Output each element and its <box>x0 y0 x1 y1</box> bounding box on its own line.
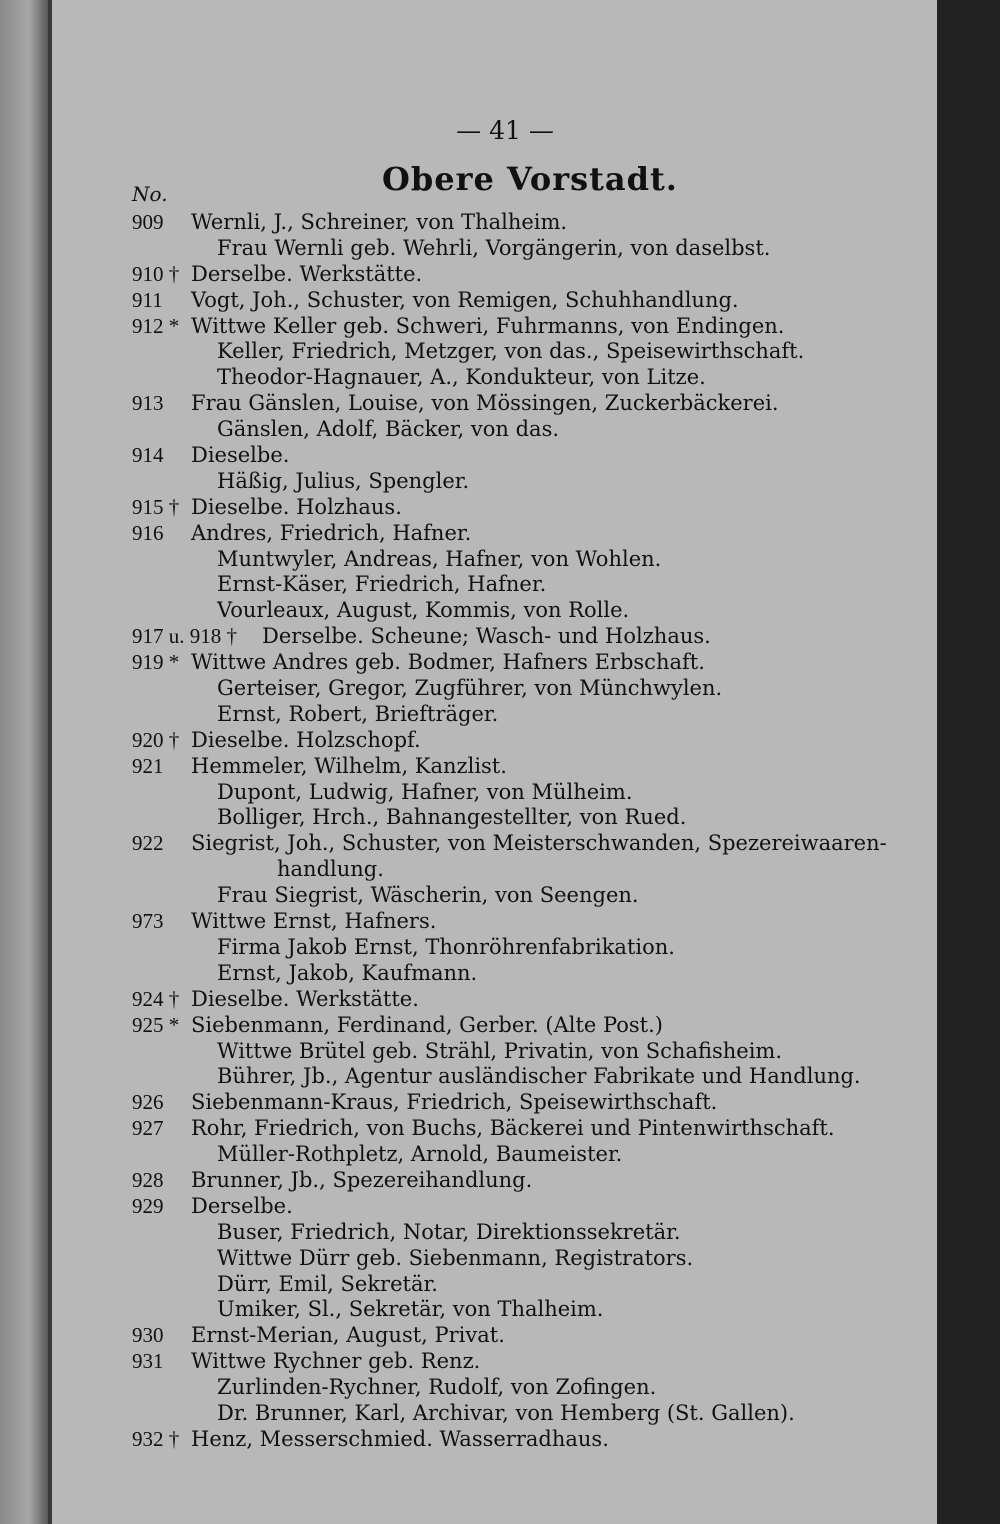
house-number: 913 <box>132 391 164 416</box>
house-number: 928 <box>132 1167 164 1192</box>
resident-text: Keller, Friedrich, Metzger, von das., Speisewirthschaft. <box>217 339 805 364</box>
directory-entry <box>0 443 937 469</box>
house-number: 910 † <box>132 261 180 286</box>
resident-text: Brunner, Jb., Spezereihandlung. <box>191 1167 533 1192</box>
resident-text: Wernli, J., Schreiner, von Thalheim. <box>191 210 568 234</box>
directory-entry <box>0 1427 937 1453</box>
resident-text: Ernst, Robert, Briefträger. <box>217 701 499 726</box>
directory-entry <box>0 961 937 987</box>
directory-entry <box>0 728 937 754</box>
house-number: 925 * <box>132 1012 180 1037</box>
directory-entry <box>0 624 937 650</box>
directory-entry <box>0 1168 937 1194</box>
resident-text: Wittwe Brütel geb. Strähl, Privatin, von Schafisheim. <box>217 1038 783 1063</box>
directory-entry <box>0 236 937 262</box>
house-number: 930 <box>132 1323 164 1348</box>
resident-text: Umiker, Sl., Sekretär, von Thalheim. <box>217 1297 604 1322</box>
resident-text: Wittwe Keller geb. Schweri, Fuhrmanns, von Endingen. <box>191 313 785 338</box>
resident-text: Derselbe. Scheune; Wasch- und Holzhaus. <box>262 624 711 649</box>
directory-entry <box>0 417 937 443</box>
resident-text: Siebenmann-Kraus, Friedrich, Speisewirthschaft. <box>191 1090 718 1115</box>
page-number: — 41 — <box>456 116 554 145</box>
house-number: 922 <box>132 831 164 856</box>
directory-entry <box>0 1323 937 1349</box>
house-number: 921 <box>132 753 164 778</box>
directory-entry <box>0 987 937 1013</box>
directory-entry <box>0 210 937 236</box>
directory-entry <box>0 676 937 702</box>
directory-entry <box>0 339 937 365</box>
resident-text: Henz, Messerschmied. Wasserradhaus. <box>191 1426 609 1451</box>
resident-text: Dieselbe. Werkstätte. <box>191 986 419 1011</box>
directory-entry <box>0 1194 937 1220</box>
directory-entry <box>0 1039 937 1065</box>
directory-entry <box>0 262 937 288</box>
resident-text: Wittwe Rychner geb. Renz. <box>191 1349 481 1374</box>
directory-entry <box>0 1272 937 1298</box>
resident-text: Dupont, Ludwig, Hafner, von Mülheim. <box>217 779 633 804</box>
house-number: 973 <box>132 909 164 934</box>
directory-entry <box>0 780 937 806</box>
directory-entry <box>0 1297 937 1323</box>
directory-entry <box>0 1246 937 1272</box>
house-number: 909 <box>132 210 164 234</box>
resident-text: Buser, Friedrich, Notar, Direktionssekretär. <box>217 1219 681 1244</box>
resident-text: Frau Gänslen, Louise, von Mössingen, Zuckerbäckerei. <box>191 391 779 416</box>
directory-entry <box>0 857 937 883</box>
resident-text: Wittwe Ernst, Hafners. <box>191 909 437 934</box>
house-number: 926 <box>132 1090 164 1115</box>
directory-entry <box>0 935 937 961</box>
resident-text: Ernst, Jakob, Kaufmann. <box>217 960 478 985</box>
resident-text: Derselbe. Werkstätte. <box>191 261 423 286</box>
house-number: 932 † <box>132 1426 180 1451</box>
resident-text: Gänslen, Adolf, Bäcker, von das. <box>217 417 560 442</box>
house-number: 929 <box>132 1193 164 1218</box>
resident-text: Dürr, Emil, Sekretär. <box>217 1271 438 1296</box>
directory-entries <box>0 210 937 1453</box>
directory-entry <box>0 521 937 547</box>
resident-text: handlung. <box>277 857 384 882</box>
resident-text: Gerteiser, Gregor, Zugführer, von Münchwylen. <box>217 676 723 701</box>
house-number: 931 <box>132 1349 164 1374</box>
directory-entry <box>0 572 937 598</box>
directory-entry <box>0 909 937 935</box>
house-number: 912 * <box>132 313 180 338</box>
resident-text: Derselbe. <box>191 1193 293 1218</box>
resident-text: Frau Wernli geb. Wehrli, Vorgängerin, von daselbst. <box>217 235 771 260</box>
house-number: 920 † <box>132 727 180 752</box>
resident-text: Dieselbe. Holzhaus. <box>191 494 402 519</box>
resident-text: Siebenmann, Ferdinand, Gerber. (Alte Post.) <box>191 1012 663 1037</box>
resident-text: Andres, Friedrich, Hafner. <box>191 520 472 545</box>
scan-border <box>937 0 1000 1524</box>
directory-entry <box>0 288 937 314</box>
directory-entry <box>0 1116 937 1142</box>
resident-text: Ernst-Käser, Friedrich, Hafner. <box>217 572 547 597</box>
resident-text: Müller-Rothpletz, Arnold, Baumeister. <box>217 1142 623 1167</box>
directory-entry <box>0 883 937 909</box>
page-title: Obere Vorstadt. <box>382 160 678 198</box>
house-number: 919 * <box>132 650 180 675</box>
directory-entry <box>0 547 937 573</box>
resident-text: Wittwe Andres geb. Bodmer, Hafners Erbschaft. <box>191 650 705 675</box>
resident-text: Vourleaux, August, Kommis, von Rolle. <box>217 598 630 623</box>
directory-entry <box>0 1142 937 1168</box>
directory-entry <box>0 469 937 495</box>
directory-entry <box>0 702 937 728</box>
resident-text: Vogt, Joh., Schuster, von Remigen, Schuhhandlung. <box>191 287 739 312</box>
resident-text: Siegrist, Joh., Schuster, von Meisterschwanden, Spezereiwaaren- <box>191 831 887 856</box>
house-number: 924 † <box>132 986 180 1011</box>
house-number: 916 <box>132 520 164 545</box>
directory-entry <box>0 1401 937 1427</box>
resident-text: Bührer, Jb., Agentur ausländischer Fabrikate und Handlung. <box>217 1064 861 1089</box>
house-number: 927 <box>132 1116 164 1141</box>
directory-entry <box>0 1013 937 1039</box>
resident-text: Rohr, Friedrich, von Buchs, Bäckerei und Pintenwirthschaft. <box>191 1116 835 1141</box>
house-number: 914 <box>132 443 164 468</box>
directory-entry <box>0 1375 937 1401</box>
resident-text: Wittwe Dürr geb. Siebenmann, Registrators. <box>217 1245 694 1270</box>
directory-entry <box>0 1064 937 1090</box>
resident-text: Hemmeler, Wilhelm, Kanzlist. <box>191 753 507 778</box>
resident-text: Muntwyler, Andreas, Hafner, von Wohlen. <box>217 546 662 571</box>
resident-text: Dieselbe. <box>191 443 290 468</box>
resident-text: Firma Jakob Ernst, Thonröhrenfabrikation. <box>217 934 675 959</box>
directory-entry <box>0 831 937 857</box>
directory-entry <box>0 1220 937 1246</box>
directory-entry <box>0 495 937 521</box>
directory-entry <box>0 1090 937 1116</box>
directory-entry <box>0 598 937 624</box>
house-number: 917 u. 918 † <box>132 624 237 649</box>
resident-text: Häßig, Julius, Spengler. <box>217 468 470 493</box>
resident-text: Ernst-Merian, August, Privat. <box>191 1323 505 1348</box>
directory-entry <box>0 365 937 391</box>
directory-entry <box>0 314 937 340</box>
number-column-label: No. <box>132 182 168 206</box>
directory-entry <box>0 754 937 780</box>
directory-entry <box>0 805 937 831</box>
directory-entry <box>0 391 937 417</box>
resident-text: Bolliger, Hrch., Bahnangestellter, von Rued. <box>217 805 687 830</box>
house-number: 915 † <box>132 494 180 519</box>
resident-text: Dieselbe. Holzschopf. <box>191 727 421 752</box>
house-number: 911 <box>132 287 163 312</box>
resident-text: Dr. Brunner, Karl, Archivar, von Hemberg (St. Gallen). <box>217 1400 795 1425</box>
directory-entry <box>0 650 937 676</box>
directory-entry <box>0 1349 937 1375</box>
resident-text: Frau Siegrist, Wäscherin, von Seengen. <box>217 883 639 908</box>
resident-text: Theodor-Hagnauer, A., Kondukteur, von Litze. <box>217 365 706 390</box>
resident-text: Zurlinden-Rychner, Rudolf, von Zofingen. <box>217 1375 657 1400</box>
